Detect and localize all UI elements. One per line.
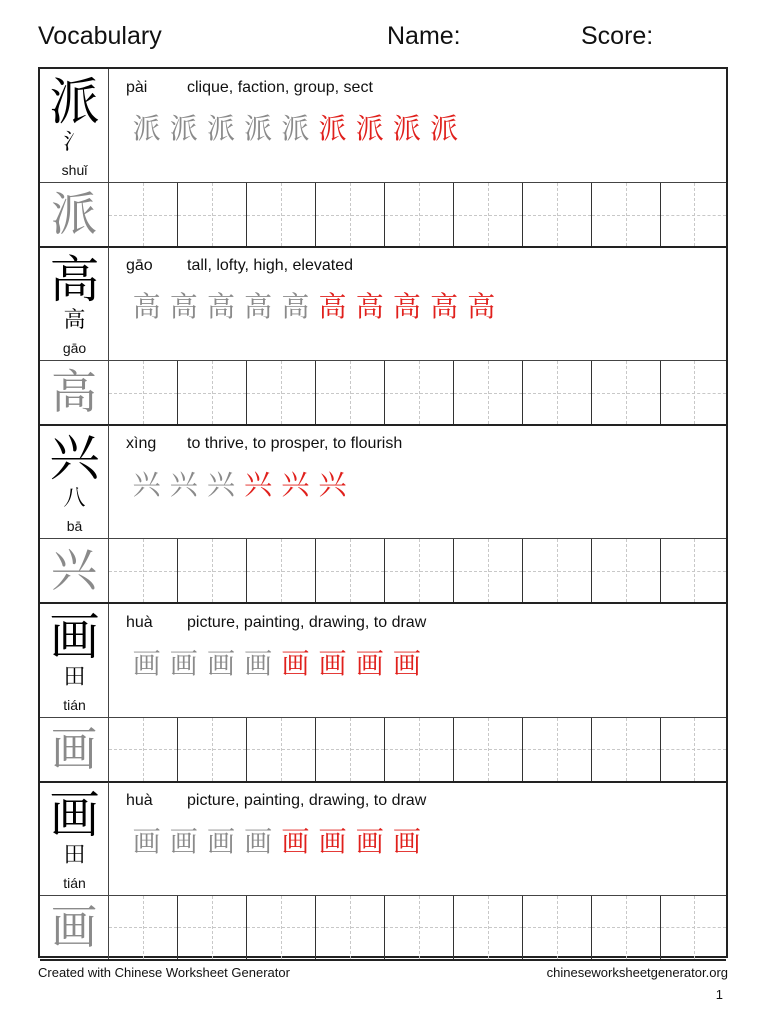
stroke-step: 画 [244,646,273,680]
stroke-step: 兴 [281,468,310,502]
page-number: 1 [715,987,723,1002]
character-cell [40,604,109,717]
practice-cell[interactable] [247,539,316,602]
main-character: 画 [49,607,100,666]
practice-cell[interactable] [592,718,661,781]
radical-character: 高 [63,308,86,334]
stroke-step: 派 [392,112,421,145]
practice-cell[interactable] [661,718,726,781]
practice-cell[interactable] [454,183,523,246]
practice-row [40,718,726,783]
stroke-step: 派 [244,112,273,145]
worksheet-grid [38,67,728,958]
stroke-step: 画 [318,646,347,680]
pinyin: huà [126,613,153,631]
stroke-step: 高 [318,290,347,324]
stroke-step: 高 [206,290,235,324]
radical-pinyin: bā [66,518,83,535]
stroke-step: 高 [169,290,198,324]
practice-cell[interactable] [109,718,178,781]
practice-cell[interactable] [454,361,523,424]
practice-cell[interactable] [454,539,523,602]
entry-info-row [40,247,726,361]
vocab-entry [40,604,726,782]
practice-cell[interactable] [523,896,592,959]
practice-cell[interactable] [523,539,592,602]
stroke-step: 画 [281,824,310,858]
stroke-step: 画 [355,646,384,680]
practice-cell[interactable] [661,896,726,959]
practice-cell[interactable] [178,896,247,959]
practice-cell[interactable] [523,183,592,246]
vocabulary-title: Vocabulary [38,22,162,50]
name-label: Name: [387,22,461,50]
stroke-step: 画 [281,646,310,680]
stroke-step: 画 [132,824,161,858]
stroke-step: 画 [206,824,235,858]
stroke-step: 高 [281,290,310,324]
practice-row [40,539,726,604]
character-cell [40,782,109,895]
stroke-step: 画 [355,824,384,858]
practice-cell[interactable] [385,539,454,602]
stroke-step: 兴 [244,468,273,502]
practice-cell[interactable] [178,539,247,602]
stroke-step: 派 [132,112,161,145]
radical-character: 八 [63,486,86,512]
practice-cell[interactable] [454,896,523,959]
stroke-step: 画 [244,824,273,858]
vocab-entry [40,782,726,960]
practice-cell[interactable] [247,718,316,781]
stroke-step: 兴 [169,468,198,502]
pinyin: pài [126,79,148,96]
worksheet-header [38,22,730,58]
main-character: 兴 [49,429,100,488]
stroke-step: 画 [169,646,198,680]
pinyin: gāo [126,257,153,275]
vocab-entry [40,247,726,425]
pinyin: xìng [126,435,157,453]
practice-cell[interactable] [316,183,385,246]
practice-cell[interactable] [523,361,592,424]
stroke-step: 画 [318,824,347,858]
stroke-order-row [128,465,351,505]
stroke-step: 画 [169,824,198,858]
meaning: picture, painting, drawing, to draw [187,613,427,631]
practice-cell[interactable] [109,539,178,602]
practice-cell[interactable] [592,183,661,246]
stroke-step: 画 [206,646,235,680]
stroke-step: 派 [430,112,459,145]
practice-cell[interactable] [385,718,454,781]
radical-pinyin: gāo [62,340,87,357]
vocab-entry [40,425,726,603]
stroke-step: 派 [318,112,347,145]
trace-character: 画 [40,896,109,959]
practice-cell[interactable] [661,539,726,602]
practice-cell[interactable] [109,361,178,424]
stroke-step: 高 [244,290,273,324]
stroke-step: 派 [281,112,310,145]
practice-cell[interactable] [316,539,385,602]
trace-character: 兴 [40,539,109,602]
practice-cell[interactable] [661,183,726,246]
trace-character: 高 [40,361,109,424]
stroke-step: 高 [355,290,384,324]
practice-cell[interactable] [247,361,316,424]
main-character: 派 [49,73,100,131]
practice-cell[interactable] [316,896,385,959]
stroke-step: 兴 [206,468,235,502]
stroke-step: 画 [392,646,421,680]
stroke-step: 画 [132,646,161,680]
practice-cell[interactable] [178,361,247,424]
meaning: to thrive, to prosper, to flourish [187,435,403,453]
radical-pinyin: tián [63,874,86,891]
practice-cell[interactable] [247,896,316,959]
practice-cell[interactable] [178,718,247,781]
meaning: picture, painting, drawing, to draw [187,791,427,809]
practice-cell[interactable] [109,183,178,246]
main-character: 高 [49,251,100,310]
stroke-step: 派 [169,112,198,145]
stroke-order-row [128,109,463,149]
practice-cell[interactable] [385,183,454,246]
entry-info-row [40,69,726,183]
score-label: Score: [581,22,654,50]
radical-character: 田 [63,842,86,868]
stroke-order-row [128,644,426,684]
stroke-order-row [128,287,500,327]
practice-cell[interactable] [592,539,661,602]
practice-cell[interactable] [523,718,592,781]
stroke-step: 兴 [132,468,161,502]
stroke-order-row [128,822,426,862]
character-cell [40,69,109,182]
practice-cell[interactable] [178,183,247,246]
entry-info-row [40,782,726,896]
main-character: 画 [49,785,100,844]
practice-cell[interactable] [316,361,385,424]
practice-cell[interactable] [316,718,385,781]
radical-character: 田 [63,664,86,690]
stroke-step: 高 [392,290,421,324]
stroke-step: 高 [132,290,161,324]
pinyin: huà [126,791,153,809]
practice-cell[interactable] [661,361,726,424]
practice-cell[interactable] [592,896,661,959]
meaning: tall, lofty, high, elevated [187,257,354,275]
practice-cell[interactable] [385,361,454,424]
practice-cell[interactable] [109,896,178,959]
character-cell [40,247,109,360]
radical-character: 氵 [63,130,86,155]
practice-cell[interactable] [385,896,454,959]
trace-character: 画 [40,718,109,781]
practice-cell[interactable] [454,718,523,781]
practice-cell[interactable] [247,183,316,246]
stroke-step: 高 [467,290,496,324]
practice-cell[interactable] [592,361,661,424]
radical-pinyin: tián [63,696,86,713]
practice-row [40,183,726,248]
footer-website: chineseworksheetgenerator.org [546,965,728,980]
stroke-step: 高 [430,290,459,324]
practice-row [40,361,726,426]
entry-info-row [40,604,726,718]
trace-character: 派 [40,183,109,246]
stroke-step: 画 [392,824,421,858]
footer-credit: Created with Chinese Worksheet Generator [38,965,290,980]
stroke-step: 派 [355,112,384,145]
entry-info-row [40,425,726,539]
practice-row [40,896,726,961]
radical-pinyin: shuǐ [61,162,88,178]
stroke-step: 派 [206,112,235,145]
character-cell [40,425,109,538]
stroke-step: 兴 [318,468,347,502]
vocab-entry [40,69,726,247]
meaning: clique, faction, group, sect [187,79,373,96]
